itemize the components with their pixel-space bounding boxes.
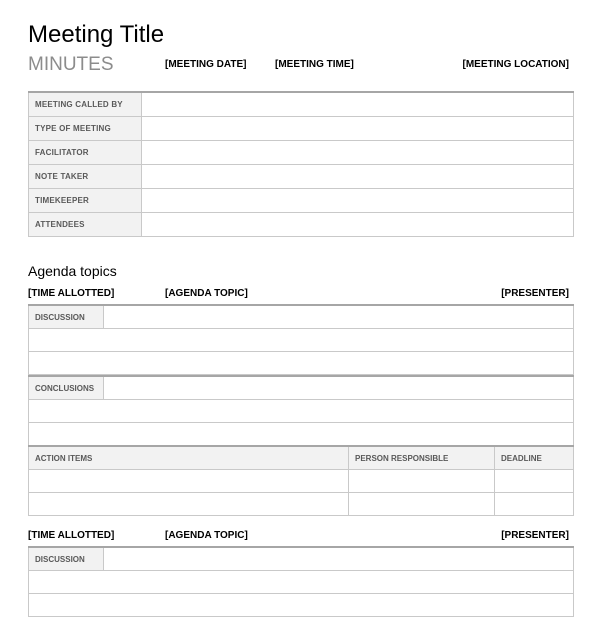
meeting-date: [MEETING DATE] (165, 59, 247, 70)
time-allotted: [TIME ALLOTTED] (28, 530, 115, 541)
discussion-cell[interactable] (104, 547, 574, 571)
info-label: TIMEKEEPER (29, 189, 142, 213)
meeting-title: Meeting Title (28, 21, 165, 48)
info-value[interactable] (142, 165, 574, 189)
info-row (29, 189, 574, 213)
discussion-line[interactable] (29, 329, 574, 352)
action-item-row (29, 493, 574, 516)
action-item-cell[interactable] (29, 470, 349, 493)
conclusions-table (28, 375, 574, 446)
info-label: NOTE TAKER (29, 165, 142, 189)
action-items-table (28, 445, 574, 516)
deadline-cell[interactable] (495, 470, 574, 493)
time-allotted: [TIME ALLOTTED] (28, 288, 115, 299)
info-label: MEETING CALLED BY (29, 92, 142, 117)
minutes-subtitle: MINUTES (28, 54, 114, 75)
discussion-table (28, 546, 574, 617)
conclusions-cell[interactable] (104, 376, 574, 400)
info-row (29, 117, 574, 141)
conclusions-label: CONCLUSIONS (29, 376, 104, 400)
discussion-cell[interactable] (104, 305, 574, 329)
presenter: [PRESENTER] (501, 288, 569, 299)
conclusions-line[interactable] (29, 423, 574, 446)
conclusions-line[interactable] (29, 400, 574, 423)
action-item-cell[interactable] (29, 493, 349, 516)
person-responsible-label: PERSON RESPONSIBLE (349, 446, 495, 470)
meeting-info-table (28, 91, 574, 237)
agenda-topic: [AGENDA TOPIC] (165, 530, 248, 541)
info-row (29, 213, 574, 237)
discussion-line[interactable] (29, 571, 574, 594)
info-row (29, 141, 574, 165)
presenter: [PRESENTER] (501, 530, 569, 541)
meeting-time: [MEETING TIME] (275, 59, 354, 70)
info-value[interactable] (142, 189, 574, 213)
discussion-label: DISCUSSION (29, 305, 104, 329)
info-value[interactable] (142, 117, 574, 141)
info-label: TYPE OF MEETING (29, 117, 142, 141)
info-label: FACILITATOR (29, 141, 142, 165)
info-value[interactable] (142, 141, 574, 165)
discussion-label: DISCUSSION (29, 547, 104, 571)
person-cell[interactable] (349, 493, 495, 516)
agenda-topic: [AGENDA TOPIC] (165, 288, 248, 299)
info-value[interactable] (142, 92, 574, 117)
agenda-heading: Agenda topics (28, 263, 117, 279)
action-item-row (29, 470, 574, 493)
info-row (29, 165, 574, 189)
person-cell[interactable] (349, 470, 495, 493)
info-label: ATTENDEES (29, 213, 142, 237)
action-items-label: ACTION ITEMS (29, 446, 349, 470)
meeting-location: [MEETING LOCATION] (462, 59, 569, 70)
info-value[interactable] (142, 213, 574, 237)
discussion-table (28, 304, 574, 375)
deadline-label: DEADLINE (495, 446, 574, 470)
info-row (29, 92, 574, 117)
discussion-line[interactable] (29, 594, 574, 617)
discussion-line[interactable] (29, 352, 574, 375)
deadline-cell[interactable] (495, 493, 574, 516)
